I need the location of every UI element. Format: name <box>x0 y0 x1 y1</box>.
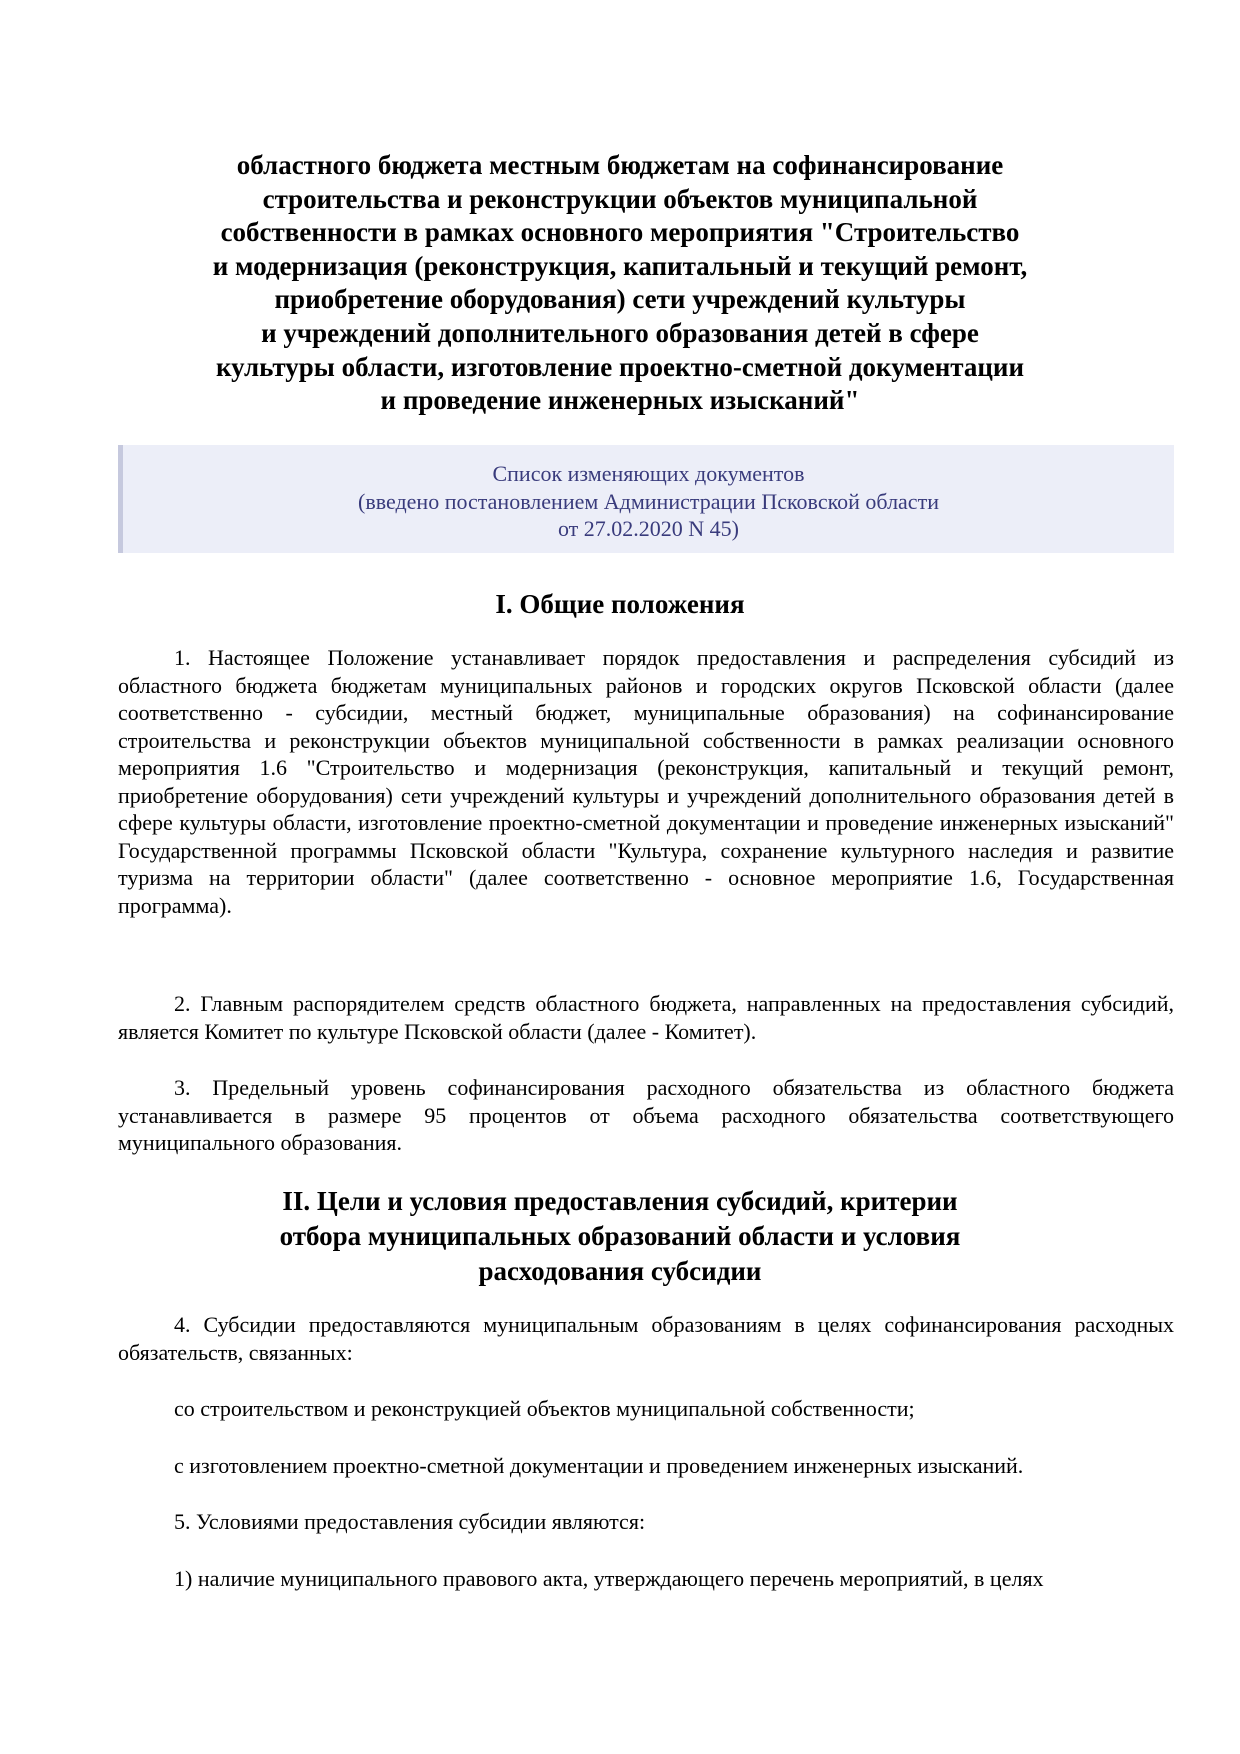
section-2-title: II. Цели и условия предоставления субсидий, критерии отбора муниципальных образований области и условия расходования субсидии <box>279 1186 961 1286</box>
paragraph-1: 1. Настоящее Положение устанавливает порядок предоставления и распределения субсидий из областного бюджета бюджетам муниципальных районов и городских округов Псковской области (далее соответственно - субсидии, местный бюджет, муниципальные образования) на софинансирование строительства и реконструкции объектов муниципальной собственности в рамках реализации основного мероприятия 1.6 "Строительство и модернизация (реконструкция, капитальный и текущий ремонт, приобретение оборудования) сети учреждений культуры и учреждений дополнительного образования детей в сфере культуры области, изготовление проектно-сметной документации и проведение инженерных изысканий" Государственной программы Псковской области "Культура, сохранение культурного наследия и развитие туризма на территории области" (далее соответственно - основное мероприятие 1.6, Государственная программа). <box>118 645 1174 918</box>
title-line: строительства и реконструкции объектов муниципальной <box>262 183 978 214</box>
section-1-title: I. Общие положения <box>495 589 745 619</box>
document-title <box>120 149 1120 418</box>
title-line: областного бюджета местным бюджетам на софинансирование <box>236 150 1004 180</box>
title-line: культуры области, изготовление проектно-сметной документации <box>215 351 1025 382</box>
paragraph-5-item-1: 1) наличие муниципального правового акта, утверждающего перечень мероприятий, в целях <box>174 1566 1044 1591</box>
title-line: и модернизация (реконструкция, капитальный и текущий ремонт, <box>212 250 1028 281</box>
paragraph-3: 3. Предельный уровень софинансирования расходного обязательства из областного бюджета устанавливается в размере 95 процентов от объема расходного обязательства соответствующего муниципального образования. <box>118 1075 1174 1155</box>
change-list-reference[interactable]: (введено постановлением Администрации Псковской области <box>358 488 939 514</box>
paragraph-2: 2. Главным распорядителем средств областного бюджета, направленных на предоставления субсидий, является Комитет по культуре Псковской области (далее - Комитет). <box>118 991 1174 1044</box>
paragraph-4-item-2: с изготовлением проектно-сметной документации и проведением инженерных изысканий. <box>174 1453 1024 1478</box>
paragraph-5: 5. Условиями предоставления субсидии являются: <box>174 1509 646 1534</box>
change-list-date: от 27.02.2020 N 45) <box>557 516 740 541</box>
title-line: собственности в рамках основного мероприятия "Строительство <box>220 217 1020 248</box>
change-list-heading: Список изменяющих документов <box>492 461 805 486</box>
title-line: и проведение инженерных изысканий" <box>380 385 860 416</box>
title-line: и учреждений дополнительного образования детей в сфере <box>261 317 979 348</box>
paragraph-4-item-1: со строительством и реконструкцией объектов муниципальной собственности; <box>174 1396 915 1421</box>
change-documents-box <box>118 445 1174 553</box>
title-line: приобретение оборудования) сети учреждений культуры <box>274 284 966 315</box>
paragraph-4: 4. Субсидии предоставляются муниципальным образованиям в целях софинансирования расходных обязательств, связанных: <box>118 1312 1174 1365</box>
